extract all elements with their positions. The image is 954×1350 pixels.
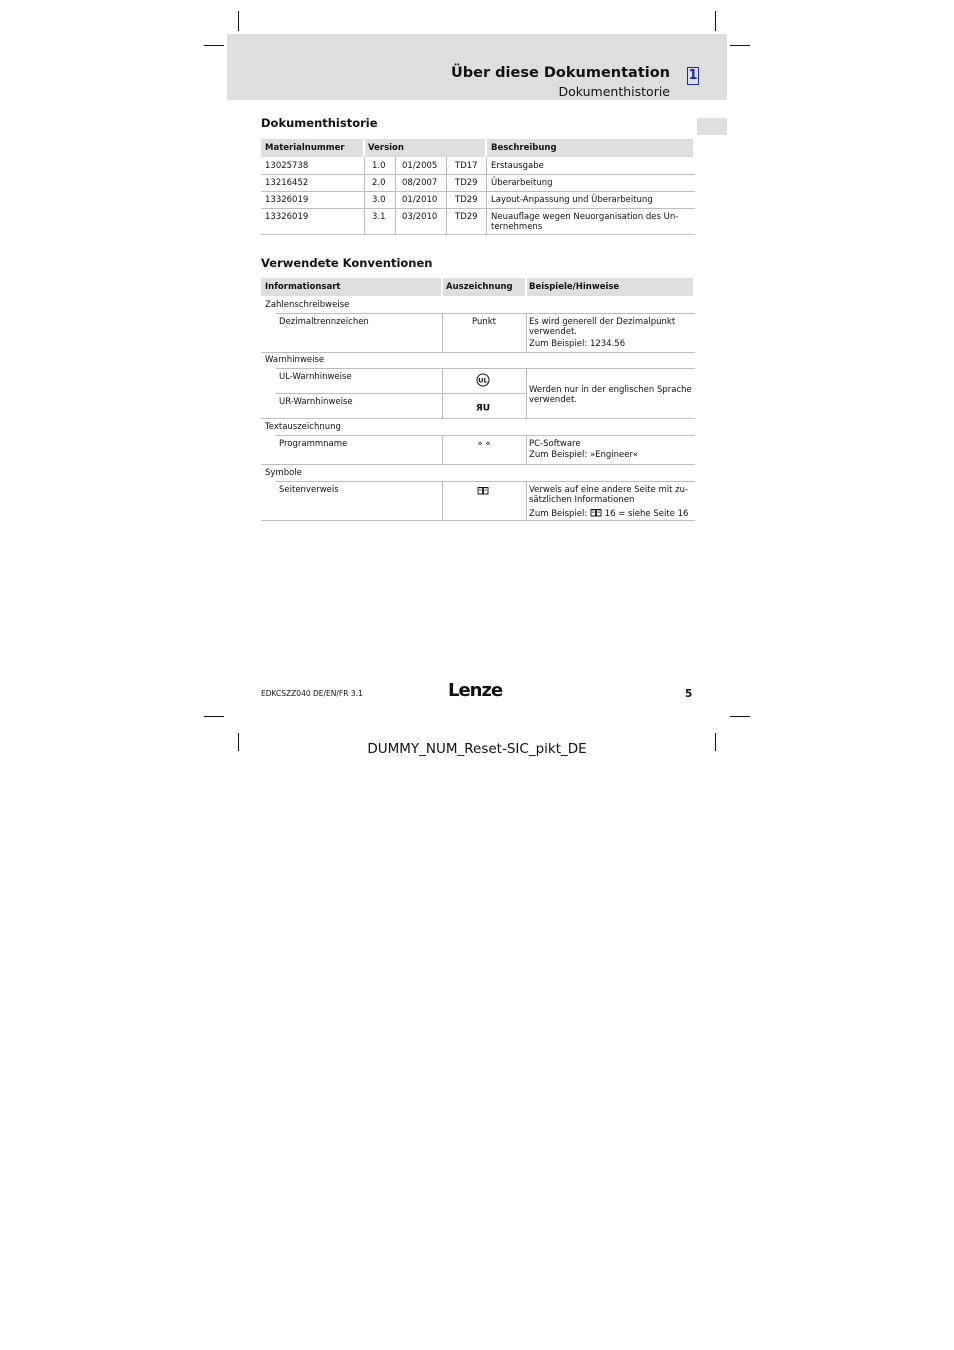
convention-note: sätzlichen Informationen — [529, 495, 635, 505]
convention-note: PC-Software — [529, 439, 581, 449]
example-prefix: Zum Beispiel: — [529, 509, 588, 519]
row-divider — [261, 352, 695, 353]
conventions-col-header: Informationsart — [261, 278, 441, 296]
history-material: 13025738 — [265, 161, 309, 171]
convention-note: verwendet. — [529, 327, 577, 337]
col-divider — [364, 157, 365, 234]
history-code: TD29 — [455, 195, 478, 205]
col-divider — [442, 482, 443, 520]
example-suffix: 16 = siehe Seite 16 — [604, 509, 689, 519]
row-divider — [261, 464, 695, 465]
ul-listed-icon — [476, 373, 490, 387]
lenze-logo: Lenze — [448, 680, 503, 701]
row-divider — [261, 208, 695, 209]
crop-mark — [730, 716, 750, 717]
history-code: TD29 — [455, 212, 478, 222]
document-id: DUMMY_NUM_Reset-SIC_pikt_DE — [367, 741, 587, 757]
row-divider — [261, 520, 695, 521]
document-code: EDKCSZZ040 DE/EN/FR 3.1 — [261, 689, 363, 698]
convention-example — [529, 508, 688, 519]
crop-mark — [730, 45, 750, 46]
row-divider — [261, 191, 695, 192]
col-divider — [442, 436, 443, 464]
history-desc: Überarbeitung — [491, 178, 553, 188]
col-divider — [526, 482, 527, 520]
chapter-title: Über diese Dokumentation — [450, 65, 670, 81]
row-divider — [261, 174, 695, 175]
chapter-subtitle: Dokumenthistorie — [558, 84, 670, 99]
convention-group-label: Zahlenschreibweise — [265, 300, 350, 310]
convention-note: verwendet. — [529, 395, 577, 405]
ur-recognized-icon — [476, 402, 490, 412]
convention-item: Seitenverweis — [279, 485, 339, 495]
row-divider — [261, 418, 695, 419]
col-divider — [526, 436, 527, 464]
col-divider — [526, 369, 527, 418]
history-code: TD17 — [455, 161, 478, 171]
row-divider — [276, 368, 695, 369]
history-code: TD29 — [455, 178, 478, 188]
history-date: 01/2010 — [402, 195, 438, 205]
history-desc: Neuauflage wegen Neuorganisation des Un- — [491, 212, 679, 222]
history-date: 01/2005 — [402, 161, 438, 171]
col-divider — [395, 157, 396, 234]
history-desc: Layout-Anpassung und Überarbeitung — [491, 195, 653, 205]
row-divider — [276, 313, 695, 314]
history-material: 13216452 — [265, 178, 309, 188]
col-divider — [442, 314, 443, 352]
row-divider — [261, 234, 695, 235]
convention-group-label: Warnhinweise — [265, 355, 325, 365]
book-icon — [477, 486, 489, 495]
row-divider — [276, 435, 695, 436]
convention-item: Dezimaltrennzeichen — [279, 317, 369, 327]
thumb-tab — [697, 118, 727, 135]
history-col-header: Materialnummer — [261, 139, 363, 157]
col-divider — [526, 314, 527, 352]
history-material: 13326019 — [265, 195, 309, 205]
col-divider — [446, 157, 447, 234]
convention-note: Zum Beispiel: 1234.56 — [529, 339, 626, 349]
convention-item: Programmname — [279, 439, 348, 449]
crop-mark — [715, 11, 716, 31]
crop-mark — [204, 45, 224, 46]
conventions-section-title: Verwendete Konventionen — [261, 256, 433, 270]
crop-mark — [204, 716, 224, 717]
svg-text:ЯU: ЯU — [476, 403, 490, 412]
col-divider — [442, 369, 443, 418]
crop-mark — [238, 11, 239, 31]
convention-note: Zum Beispiel: »Engineer« — [529, 450, 638, 460]
convention-note: Es wird generell der Dezimalpunkt — [529, 317, 676, 327]
history-desc: Erstausgabe — [491, 161, 544, 171]
convention-marking: » « — [477, 439, 491, 449]
history-date: 03/2010 — [402, 212, 438, 222]
convention-note: Verweis auf eine andere Seite mit zu- — [529, 485, 689, 495]
convention-item: UR-Warnhinweise — [279, 397, 353, 407]
history-version: 3.1 — [372, 212, 386, 222]
convention-note: Werden nur in der englischen Sprache — [529, 385, 692, 395]
row-divider — [276, 481, 695, 482]
history-section-title: Dokumenthistorie — [261, 116, 378, 130]
conventions-col-header: Beispiele/Hinweise — [527, 278, 693, 296]
history-material: 13326019 — [265, 212, 309, 222]
convention-marking: Punkt — [471, 317, 496, 327]
book-icon — [590, 508, 602, 517]
history-col-header: Version — [365, 139, 485, 157]
row-divider — [276, 393, 527, 394]
col-divider — [486, 157, 487, 234]
history-date: 08/2007 — [402, 178, 438, 188]
page-number: 5 — [685, 688, 693, 700]
history-version: 1.0 — [372, 161, 386, 171]
history-desc: ternehmens — [491, 222, 543, 232]
history-version: 3.0 — [372, 195, 386, 205]
svg-text:UL: UL — [478, 376, 488, 385]
history-col-header: Beschreibung — [487, 139, 693, 157]
convention-group-label: Textauszeichnung — [265, 422, 341, 432]
history-version: 2.0 — [372, 178, 386, 188]
chapter-number[interactable]: 1 — [688, 68, 698, 83]
conventions-col-header: Auszeichnung — [443, 278, 525, 296]
convention-item: UL-Warnhinweise — [279, 372, 352, 382]
convention-group-label: Symbole — [265, 468, 302, 478]
